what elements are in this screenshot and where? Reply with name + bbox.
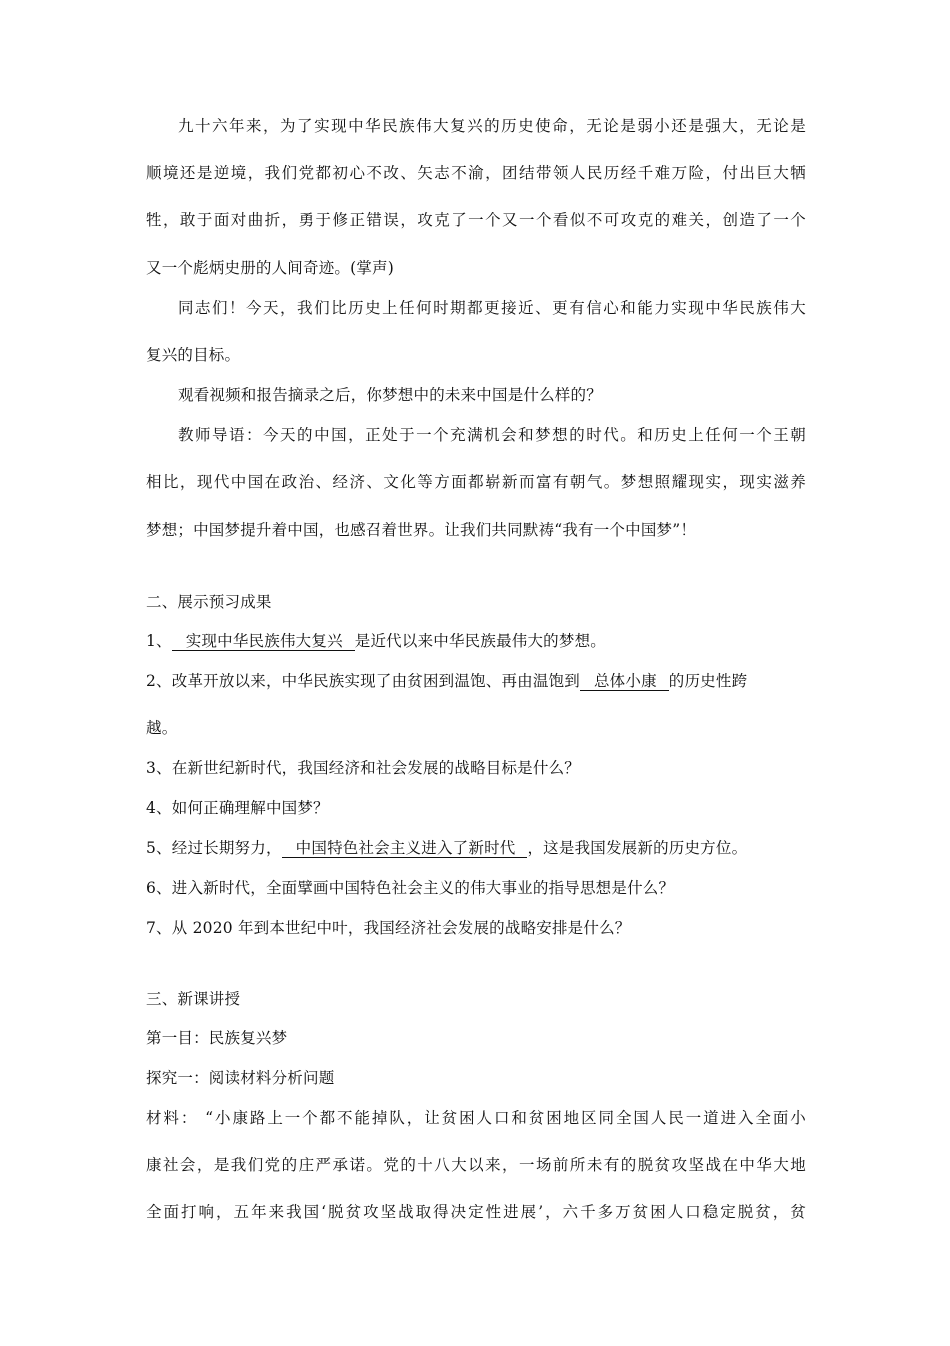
- intro-p4-line-2: 相比，现代中国在政治、经济、文化等方面都崭新而富有朝气。梦想照耀现实，现实滋养: [146, 473, 806, 491]
- q2-before-text: 2、改革开放以来，中华民族实现了由贫困到温饱、再由温饱到: [146, 672, 580, 690]
- section3-heading: 三、新课讲授: [146, 990, 241, 1008]
- section2-heading: 二、展示预习成果: [146, 593, 272, 611]
- intro-p1-line-2: 顺境还是逆境，我们党都初心不改、矢志不渝，团结带领人民历经千难万险，付出巨大牺: [146, 164, 806, 182]
- section2-q3: 3、在新世纪新时代，我国经济和社会发展的战略目标是什么？: [146, 759, 580, 777]
- intro-p1-line-3: 牲，敢于面对曲折，勇于修正错误，攻克了一个又一个看似不可攻克的难关，创造了一个: [146, 211, 806, 229]
- section2-q5: [146, 838, 806, 858]
- intro-p1-line-4: 又一个彪炳史册的人间奇迹。(掌声): [146, 259, 394, 277]
- section3-subheading-1: 第一目：民族复兴梦: [146, 1029, 288, 1047]
- material-line-1: 材料： “小康路上一个都不能掉队，让贫困人口和贫困地区同全国人民一道进入全面小: [146, 1109, 806, 1127]
- intro-p3: 观看视频和报告摘录之后，你梦想中的未来中国是什么样的？: [178, 386, 602, 404]
- section2-q2: [146, 671, 806, 691]
- section2-q1: [146, 631, 806, 651]
- material-line-2: 康社会，是我们党的庄严承诺。党的十八大以来，一场前所未有的脱贫攻坚战在中华大地: [146, 1156, 806, 1174]
- intro-p2-line-1: 同志们！今天，我们比历史上任何时期都更接近、更有信心和能力实现中华民族伟大: [178, 299, 806, 317]
- q5-after-text: ，这是我国发展新的历史方位。: [527, 839, 748, 857]
- section2-q2-continuation: 越。: [146, 719, 178, 737]
- q5-answer-blank: 中国特色社会主义进入了新时代: [282, 839, 528, 858]
- section2-q6: 6、进入新时代，全面擘画中国特色社会主义的伟大事业的指导思想是什么？: [146, 879, 675, 897]
- intro-p1-line-1: 九十六年来，为了实现中华民族伟大复兴的历史使命，无论是弱小还是强大，无论是: [178, 117, 806, 135]
- intro-p4-line-3: 梦想；中国梦提升着中国，也感召着世界。让我们共同默祷“我有一个中国梦”！: [146, 521, 697, 539]
- q2-answer-blank: 总体小康: [580, 672, 669, 691]
- q2-after-text: 的历史性跨: [668, 672, 748, 690]
- intro-p2-line-2: 复兴的目标。: [146, 346, 241, 364]
- intro-p4-line-1: 教师导语：今天的中国，正处于一个充满机会和梦想的时代。和历史上任何一个王朝: [178, 426, 806, 444]
- q1-answer-blank: 实现中华民族伟大复兴: [172, 632, 355, 651]
- section2-q7: 7、从 2020 年到本世纪中叶，我国经济社会发展的战略安排是什么？: [146, 919, 631, 937]
- q1-after-text: 是近代以来中华民族最伟大的梦想。: [354, 632, 606, 650]
- section3-subheading-2: 探究一：阅读材料分析问题: [146, 1069, 335, 1087]
- section2-q4: 4、如何正确理解中国梦？: [146, 799, 329, 817]
- q1-number: 1、: [146, 632, 172, 650]
- material-line-3: 全面打响，五年来我国‘脱贫攻坚战取得决定性进展’，六千多万贫困人口稳定脱贫，贫: [146, 1203, 806, 1221]
- q5-before-text: 5、经过长期努力，: [146, 839, 282, 857]
